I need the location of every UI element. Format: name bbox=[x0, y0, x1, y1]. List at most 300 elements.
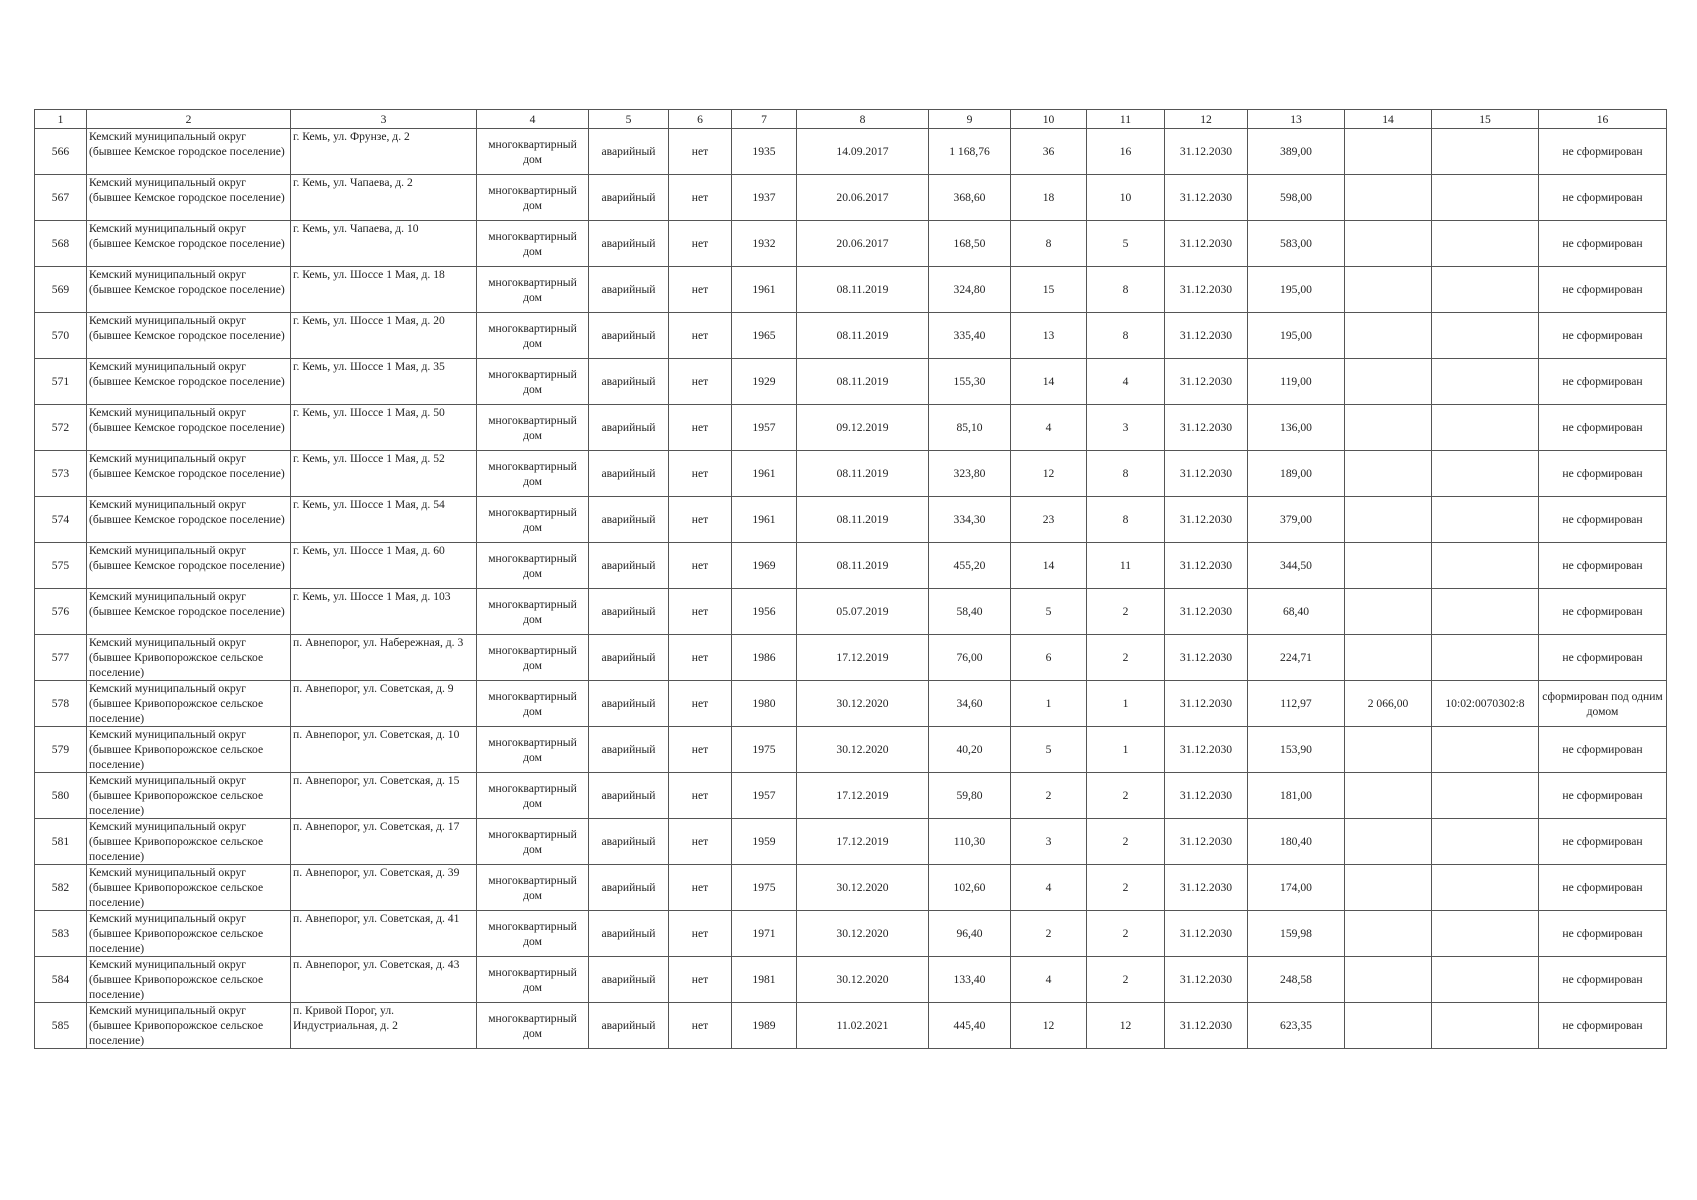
column-header-5: 5 bbox=[589, 110, 669, 129]
table-cell-col-3: п. Кривой Порог, ул. Индустриальная, д. 2 bbox=[291, 1003, 477, 1049]
table-cell-col-10: 3 bbox=[1011, 819, 1087, 865]
table-cell-col-13: 189,00 bbox=[1248, 451, 1345, 497]
table-cell-col-8: 17.12.2019 bbox=[797, 773, 929, 819]
table-cell-col-16: не сформирован bbox=[1539, 865, 1667, 911]
table-cell-col-15 bbox=[1432, 313, 1539, 359]
table-cell-col-7: 1971 bbox=[732, 911, 797, 957]
table-cell-col-9: 34,60 bbox=[929, 681, 1011, 727]
table-cell-col-14 bbox=[1345, 221, 1432, 267]
table-cell-col-2: Кемский муниципальный округ (бывшее Кемское городское поселение) bbox=[87, 497, 291, 543]
table-row bbox=[35, 681, 1667, 727]
table-cell-col-13: 159,98 bbox=[1248, 911, 1345, 957]
table-cell-col-13: 181,00 bbox=[1248, 773, 1345, 819]
table-cell-col-4: многоквартирный дом bbox=[477, 405, 589, 451]
table-cell-col-7: 1965 bbox=[732, 313, 797, 359]
table-cell-col-12: 31.12.2030 bbox=[1165, 543, 1248, 589]
table-cell-col-8: 11.02.2021 bbox=[797, 1003, 929, 1049]
table-cell-col-12: 31.12.2030 bbox=[1165, 957, 1248, 1003]
table-cell-col-7: 1980 bbox=[732, 681, 797, 727]
column-header-10: 10 bbox=[1011, 110, 1087, 129]
table-cell-col-10: 5 bbox=[1011, 589, 1087, 635]
table-cell-col-6: нет bbox=[669, 681, 732, 727]
table-cell-col-9: 155,30 bbox=[929, 359, 1011, 405]
table-cell-col-7: 1932 bbox=[732, 221, 797, 267]
table-cell-col-12: 31.12.2030 bbox=[1165, 267, 1248, 313]
table-cell-col-15 bbox=[1432, 175, 1539, 221]
table-cell-col-16: не сформирован bbox=[1539, 267, 1667, 313]
table-cell-col-3: г. Кемь, ул. Шоссе 1 Мая, д. 60 bbox=[291, 543, 477, 589]
table-cell-col-3: п. Авнепорог, ул. Советская, д. 17 bbox=[291, 819, 477, 865]
table-cell-col-16: не сформирован bbox=[1539, 911, 1667, 957]
table-cell-col-14 bbox=[1345, 865, 1432, 911]
table-cell-col-12: 31.12.2030 bbox=[1165, 635, 1248, 681]
table-cell-col-8: 30.12.2020 bbox=[797, 957, 929, 1003]
table-cell-col-5: аварийный bbox=[589, 221, 669, 267]
table-cell-col-16: не сформирован bbox=[1539, 175, 1667, 221]
table-cell-col-9: 335,40 bbox=[929, 313, 1011, 359]
table-cell-col-16: не сформирован bbox=[1539, 635, 1667, 681]
table-cell-col-10: 14 bbox=[1011, 543, 1087, 589]
table-row bbox=[35, 451, 1667, 497]
table-cell-col-1: 572 bbox=[35, 405, 87, 451]
table-cell-col-13: 119,00 bbox=[1248, 359, 1345, 405]
table-cell-col-7: 1989 bbox=[732, 1003, 797, 1049]
table-cell-col-4: многоквартирный дом bbox=[477, 727, 589, 773]
table-cell-col-12: 31.12.2030 bbox=[1165, 313, 1248, 359]
table-cell-col-14 bbox=[1345, 405, 1432, 451]
table-cell-col-15 bbox=[1432, 819, 1539, 865]
table-cell-col-14 bbox=[1345, 911, 1432, 957]
table-cell-col-16: не сформирован bbox=[1539, 1003, 1667, 1049]
table-cell-col-10: 12 bbox=[1011, 1003, 1087, 1049]
table-cell-col-16: не сформирован bbox=[1539, 221, 1667, 267]
table-row bbox=[35, 543, 1667, 589]
table-cell-col-5: аварийный bbox=[589, 589, 669, 635]
table-cell-col-1: 581 bbox=[35, 819, 87, 865]
table-cell-col-15 bbox=[1432, 589, 1539, 635]
column-header-1: 1 bbox=[35, 110, 87, 129]
table-cell-col-11: 1 bbox=[1087, 681, 1165, 727]
table-cell-col-12: 31.12.2030 bbox=[1165, 497, 1248, 543]
table-cell-col-13: 583,00 bbox=[1248, 221, 1345, 267]
table-cell-col-7: 1961 bbox=[732, 451, 797, 497]
table-cell-col-4: многоквартирный дом bbox=[477, 773, 589, 819]
table-cell-col-5: аварийный bbox=[589, 773, 669, 819]
table-cell-col-1: 566 bbox=[35, 129, 87, 175]
table-row bbox=[35, 129, 1667, 175]
table-cell-col-3: п. Авнепорог, ул. Советская, д. 43 bbox=[291, 957, 477, 1003]
table-cell-col-13: 195,00 bbox=[1248, 313, 1345, 359]
table-cell-col-5: аварийный bbox=[589, 819, 669, 865]
table-row bbox=[35, 221, 1667, 267]
table-row bbox=[35, 773, 1667, 819]
table-cell-col-5: аварийный bbox=[589, 865, 669, 911]
table-cell-col-3: п. Авнепорог, ул. Советская, д. 9 bbox=[291, 681, 477, 727]
table-cell-col-6: нет bbox=[669, 865, 732, 911]
table-cell-col-3: п. Авнепорог, ул. Советская, д. 15 bbox=[291, 773, 477, 819]
table-cell-col-2: Кемский муниципальный округ (бывшее Кемское городское поселение) bbox=[87, 359, 291, 405]
table-cell-col-4: многоквартирный дом bbox=[477, 451, 589, 497]
table-cell-col-6: нет bbox=[669, 1003, 732, 1049]
table-cell-col-15 bbox=[1432, 267, 1539, 313]
table-cell-col-1: 569 bbox=[35, 267, 87, 313]
table-cell-col-4: многоквартирный дом bbox=[477, 865, 589, 911]
table-cell-col-8: 08.11.2019 bbox=[797, 313, 929, 359]
table-cell-col-8: 08.11.2019 bbox=[797, 359, 929, 405]
table-cell-col-4: многоквартирный дом bbox=[477, 911, 589, 957]
table-cell-col-6: нет bbox=[669, 773, 732, 819]
table-cell-col-13: 389,00 bbox=[1248, 129, 1345, 175]
table-cell-col-1: 576 bbox=[35, 589, 87, 635]
table-cell-col-9: 58,40 bbox=[929, 589, 1011, 635]
column-header-13: 13 bbox=[1248, 110, 1345, 129]
table-cell-col-11: 5 bbox=[1087, 221, 1165, 267]
table-header bbox=[35, 110, 1667, 129]
table-cell-col-5: аварийный bbox=[589, 727, 669, 773]
table-cell-col-12: 31.12.2030 bbox=[1165, 911, 1248, 957]
table-cell-col-5: аварийный bbox=[589, 313, 669, 359]
table-cell-col-8: 08.11.2019 bbox=[797, 451, 929, 497]
table-cell-col-2: Кемский муниципальный округ (бывшее Кривопорожское сельское поселение) bbox=[87, 727, 291, 773]
table-cell-col-2: Кемский муниципальный округ (бывшее Кемское городское поселение) bbox=[87, 451, 291, 497]
table-cell-col-4: многоквартирный дом bbox=[477, 221, 589, 267]
table-cell-col-16: сформирован под одним домом bbox=[1539, 681, 1667, 727]
table-cell-col-14 bbox=[1345, 175, 1432, 221]
table-cell-col-7: 1957 bbox=[732, 405, 797, 451]
table-cell-col-3: п. Авнепорог, ул. Советская, д. 10 bbox=[291, 727, 477, 773]
table-row bbox=[35, 405, 1667, 451]
table-cell-col-2: Кемский муниципальный округ (бывшее Кемское городское поселение) bbox=[87, 129, 291, 175]
table-cell-col-4: многоквартирный дом bbox=[477, 359, 589, 405]
table-cell-col-3: г. Кемь, ул. Шоссе 1 Мая, д. 35 bbox=[291, 359, 477, 405]
table-cell-col-9: 445,40 bbox=[929, 1003, 1011, 1049]
table-cell-col-10: 5 bbox=[1011, 727, 1087, 773]
table-cell-col-3: г. Кемь, ул. Чапаева, д. 2 bbox=[291, 175, 477, 221]
table-cell-col-15 bbox=[1432, 405, 1539, 451]
table-cell-col-9: 455,20 bbox=[929, 543, 1011, 589]
table-cell-col-4: многоквартирный дом bbox=[477, 635, 589, 681]
column-header-8: 8 bbox=[797, 110, 929, 129]
table-cell-col-6: нет bbox=[669, 911, 732, 957]
table-cell-col-5: аварийный bbox=[589, 129, 669, 175]
table-cell-col-4: многоквартирный дом bbox=[477, 543, 589, 589]
table-row bbox=[35, 267, 1667, 313]
table-cell-col-2: Кемский муниципальный округ (бывшее Кривопорожское сельское поселение) bbox=[87, 819, 291, 865]
table-cell-col-11: 2 bbox=[1087, 635, 1165, 681]
table-cell-col-14 bbox=[1345, 635, 1432, 681]
table-cell-col-8: 30.12.2020 bbox=[797, 911, 929, 957]
column-header-7: 7 bbox=[732, 110, 797, 129]
table-cell-col-15: 10:02:0070302:8 bbox=[1432, 681, 1539, 727]
table-cell-col-7: 1975 bbox=[732, 865, 797, 911]
table-cell-col-5: аварийный bbox=[589, 543, 669, 589]
table-cell-col-3: г. Кемь, ул. Шоссе 1 Мая, д. 103 bbox=[291, 589, 477, 635]
table-cell-col-14 bbox=[1345, 819, 1432, 865]
table-cell-col-14 bbox=[1345, 773, 1432, 819]
column-number-row bbox=[35, 110, 1667, 129]
table-cell-col-16: не сформирован bbox=[1539, 773, 1667, 819]
table-cell-col-1: 574 bbox=[35, 497, 87, 543]
table-cell-col-1: 584 bbox=[35, 957, 87, 1003]
table-row bbox=[35, 175, 1667, 221]
table-cell-col-11: 16 bbox=[1087, 129, 1165, 175]
table-cell-col-9: 76,00 bbox=[929, 635, 1011, 681]
table-cell-col-13: 224,71 bbox=[1248, 635, 1345, 681]
table-cell-col-11: 2 bbox=[1087, 865, 1165, 911]
table-cell-col-9: 334,30 bbox=[929, 497, 1011, 543]
table-cell-col-11: 2 bbox=[1087, 819, 1165, 865]
table-cell-col-10: 4 bbox=[1011, 405, 1087, 451]
table-cell-col-2: Кемский муниципальный округ (бывшее Кривопорожское сельское поселение) bbox=[87, 635, 291, 681]
table-cell-col-3: г. Кемь, ул. Шоссе 1 Мая, д. 54 bbox=[291, 497, 477, 543]
table-cell-col-16: не сформирован bbox=[1539, 819, 1667, 865]
table-cell-col-14 bbox=[1345, 451, 1432, 497]
table-cell-col-12: 31.12.2030 bbox=[1165, 1003, 1248, 1049]
table-cell-col-14 bbox=[1345, 543, 1432, 589]
table-row bbox=[35, 497, 1667, 543]
table-cell-col-11: 2 bbox=[1087, 773, 1165, 819]
table-cell-col-6: нет bbox=[669, 727, 732, 773]
table-cell-col-11: 3 bbox=[1087, 405, 1165, 451]
table-cell-col-9: 110,30 bbox=[929, 819, 1011, 865]
table-row bbox=[35, 1003, 1667, 1049]
table-cell-col-13: 112,97 bbox=[1248, 681, 1345, 727]
table-cell-col-11: 8 bbox=[1087, 497, 1165, 543]
table-cell-col-12: 31.12.2030 bbox=[1165, 819, 1248, 865]
table-row bbox=[35, 313, 1667, 359]
table-cell-col-15 bbox=[1432, 865, 1539, 911]
column-header-12: 12 bbox=[1165, 110, 1248, 129]
table-cell-col-7: 1956 bbox=[732, 589, 797, 635]
table-cell-col-6: нет bbox=[669, 313, 732, 359]
table-cell-col-1: 567 bbox=[35, 175, 87, 221]
table-cell-col-13: 248,58 bbox=[1248, 957, 1345, 1003]
table-cell-col-8: 08.11.2019 bbox=[797, 497, 929, 543]
table-cell-col-6: нет bbox=[669, 451, 732, 497]
table-cell-col-13: 344,50 bbox=[1248, 543, 1345, 589]
table-cell-col-15 bbox=[1432, 635, 1539, 681]
table-cell-col-15 bbox=[1432, 359, 1539, 405]
housing-table bbox=[34, 109, 1667, 1049]
table-cell-col-10: 18 bbox=[1011, 175, 1087, 221]
table-cell-col-15 bbox=[1432, 727, 1539, 773]
table-cell-col-7: 1969 bbox=[732, 543, 797, 589]
table-cell-col-2: Кемский муниципальный округ (бывшее Кемское городское поселение) bbox=[87, 543, 291, 589]
table-cell-col-2: Кемский муниципальный округ (бывшее Кривопорожское сельское поселение) bbox=[87, 957, 291, 1003]
table-cell-col-6: нет bbox=[669, 635, 732, 681]
table-cell-col-3: г. Кемь, ул. Шоссе 1 Мая, д. 50 bbox=[291, 405, 477, 451]
table-cell-col-15 bbox=[1432, 129, 1539, 175]
table-cell-col-8: 30.12.2020 bbox=[797, 727, 929, 773]
table-cell-col-16: не сформирован bbox=[1539, 957, 1667, 1003]
column-header-15: 15 bbox=[1432, 110, 1539, 129]
table-cell-col-8: 17.12.2019 bbox=[797, 819, 929, 865]
table-cell-col-1: 585 bbox=[35, 1003, 87, 1049]
table-cell-col-14 bbox=[1345, 313, 1432, 359]
table-cell-col-8: 08.11.2019 bbox=[797, 543, 929, 589]
table-cell-col-16: не сформирован bbox=[1539, 359, 1667, 405]
table-cell-col-9: 96,40 bbox=[929, 911, 1011, 957]
table-cell-col-1: 573 bbox=[35, 451, 87, 497]
table-cell-col-1: 578 bbox=[35, 681, 87, 727]
table-cell-col-15 bbox=[1432, 497, 1539, 543]
column-header-16: 16 bbox=[1539, 110, 1667, 129]
column-header-14: 14 bbox=[1345, 110, 1432, 129]
table-cell-col-5: аварийный bbox=[589, 1003, 669, 1049]
table-cell-col-4: многоквартирный дом bbox=[477, 681, 589, 727]
table-cell-col-9: 102,60 bbox=[929, 865, 1011, 911]
table-cell-col-16: не сформирован bbox=[1539, 129, 1667, 175]
table-cell-col-6: нет bbox=[669, 267, 732, 313]
table-cell-col-11: 2 bbox=[1087, 957, 1165, 1003]
table-cell-col-9: 168,50 bbox=[929, 221, 1011, 267]
table-cell-col-1: 577 bbox=[35, 635, 87, 681]
table-cell-col-14 bbox=[1345, 1003, 1432, 1049]
table-cell-col-16: не сформирован bbox=[1539, 451, 1667, 497]
column-header-9: 9 bbox=[929, 110, 1011, 129]
table-cell-col-10: 12 bbox=[1011, 451, 1087, 497]
table-cell-col-2: Кемский муниципальный округ (бывшее Кемское городское поселение) bbox=[87, 175, 291, 221]
table-cell-col-12: 31.12.2030 bbox=[1165, 773, 1248, 819]
table-cell-col-4: многоквартирный дом bbox=[477, 313, 589, 359]
table-cell-col-15 bbox=[1432, 543, 1539, 589]
table-cell-col-5: аварийный bbox=[589, 911, 669, 957]
table-cell-col-12: 31.12.2030 bbox=[1165, 221, 1248, 267]
table-cell-col-8: 09.12.2019 bbox=[797, 405, 929, 451]
table-cell-col-8: 30.12.2020 bbox=[797, 681, 929, 727]
table-cell-col-5: аварийный bbox=[589, 497, 669, 543]
table-cell-col-16: не сформирован bbox=[1539, 313, 1667, 359]
table-cell-col-4: многоквартирный дом bbox=[477, 957, 589, 1003]
table-cell-col-10: 8 bbox=[1011, 221, 1087, 267]
table-cell-col-10: 4 bbox=[1011, 957, 1087, 1003]
table-cell-col-10: 13 bbox=[1011, 313, 1087, 359]
table-cell-col-2: Кемский муниципальный округ (бывшее Кривопорожское сельское поселение) bbox=[87, 773, 291, 819]
table-cell-col-10: 2 bbox=[1011, 911, 1087, 957]
table-cell-col-3: п. Авнепорог, ул. Набережная, д. 3 bbox=[291, 635, 477, 681]
table-cell-col-15 bbox=[1432, 773, 1539, 819]
table-row bbox=[35, 865, 1667, 911]
table-cell-col-15 bbox=[1432, 957, 1539, 1003]
table-cell-col-2: Кемский муниципальный округ (бывшее Кемское городское поселение) bbox=[87, 313, 291, 359]
table-cell-col-2: Кемский муниципальный округ (бывшее Кемское городское поселение) bbox=[87, 405, 291, 451]
document-page bbox=[34, 109, 1666, 1049]
table-cell-col-14 bbox=[1345, 267, 1432, 313]
table-cell-col-4: многоквартирный дом bbox=[477, 819, 589, 865]
table-cell-col-7: 1961 bbox=[732, 497, 797, 543]
table-cell-col-1: 568 bbox=[35, 221, 87, 267]
table-cell-col-8: 08.11.2019 bbox=[797, 267, 929, 313]
table-cell-col-8: 05.07.2019 bbox=[797, 589, 929, 635]
table-row bbox=[35, 727, 1667, 773]
table-cell-col-1: 575 bbox=[35, 543, 87, 589]
table-cell-col-9: 368,60 bbox=[929, 175, 1011, 221]
table-cell-col-16: не сформирован bbox=[1539, 727, 1667, 773]
table-cell-col-7: 1935 bbox=[732, 129, 797, 175]
table-cell-col-2: Кемский муниципальный округ (бывшее Кемское городское поселение) bbox=[87, 221, 291, 267]
table-row bbox=[35, 819, 1667, 865]
table-cell-col-7: 1959 bbox=[732, 819, 797, 865]
table-cell-col-14 bbox=[1345, 497, 1432, 543]
table-cell-col-15 bbox=[1432, 221, 1539, 267]
table-cell-col-11: 11 bbox=[1087, 543, 1165, 589]
table-cell-col-5: аварийный bbox=[589, 957, 669, 1003]
table-cell-col-13: 153,90 bbox=[1248, 727, 1345, 773]
table-cell-col-7: 1981 bbox=[732, 957, 797, 1003]
table-cell-col-16: не сформирован bbox=[1539, 405, 1667, 451]
table-cell-col-8: 20.06.2017 bbox=[797, 221, 929, 267]
table-cell-col-5: аварийный bbox=[589, 359, 669, 405]
table-row bbox=[35, 911, 1667, 957]
table-cell-col-10: 4 bbox=[1011, 865, 1087, 911]
table-cell-col-3: г. Кемь, ул. Чапаева, д. 10 bbox=[291, 221, 477, 267]
table-cell-col-2: Кемский муниципальный округ (бывшее Кривопорожское сельское поселение) bbox=[87, 681, 291, 727]
table-cell-col-2: Кемский муниципальный округ (бывшее Кривопорожское сельское поселение) bbox=[87, 1003, 291, 1049]
table-cell-col-5: аварийный bbox=[589, 175, 669, 221]
table-cell-col-5: аварийный bbox=[589, 681, 669, 727]
table-cell-col-14 bbox=[1345, 589, 1432, 635]
table-cell-col-11: 2 bbox=[1087, 589, 1165, 635]
table-cell-col-10: 36 bbox=[1011, 129, 1087, 175]
table-cell-col-4: многоквартирный дом bbox=[477, 497, 589, 543]
table-cell-col-13: 623,35 bbox=[1248, 1003, 1345, 1049]
table-cell-col-12: 31.12.2030 bbox=[1165, 129, 1248, 175]
table-cell-col-14: 2 066,00 bbox=[1345, 681, 1432, 727]
table-cell-col-3: г. Кемь, ул. Фрунзе, д. 2 bbox=[291, 129, 477, 175]
table-cell-col-14 bbox=[1345, 727, 1432, 773]
table-cell-col-1: 582 bbox=[35, 865, 87, 911]
table-cell-col-10: 15 bbox=[1011, 267, 1087, 313]
table-cell-col-16: не сформирован bbox=[1539, 497, 1667, 543]
table-cell-col-5: аварийный bbox=[589, 635, 669, 681]
table-cell-col-11: 8 bbox=[1087, 313, 1165, 359]
column-header-2: 2 bbox=[87, 110, 291, 129]
table-cell-col-12: 31.12.2030 bbox=[1165, 681, 1248, 727]
table-cell-col-11: 1 bbox=[1087, 727, 1165, 773]
table-body bbox=[35, 129, 1667, 1049]
table-cell-col-10: 2 bbox=[1011, 773, 1087, 819]
table-cell-col-4: многоквартирный дом bbox=[477, 129, 589, 175]
table-cell-col-12: 31.12.2030 bbox=[1165, 175, 1248, 221]
table-row bbox=[35, 957, 1667, 1003]
table-cell-col-12: 31.12.2030 bbox=[1165, 451, 1248, 497]
table-cell-col-9: 59,80 bbox=[929, 773, 1011, 819]
table-cell-col-1: 580 bbox=[35, 773, 87, 819]
table-cell-col-4: многоквартирный дом bbox=[477, 1003, 589, 1049]
table-cell-col-9: 40,20 bbox=[929, 727, 1011, 773]
table-cell-col-10: 23 bbox=[1011, 497, 1087, 543]
table-cell-col-1: 570 bbox=[35, 313, 87, 359]
table-cell-col-11: 10 bbox=[1087, 175, 1165, 221]
table-cell-col-9: 85,10 bbox=[929, 405, 1011, 451]
column-header-6: 6 bbox=[669, 110, 732, 129]
table-row bbox=[35, 635, 1667, 681]
column-header-4: 4 bbox=[477, 110, 589, 129]
table-cell-col-5: аварийный bbox=[589, 405, 669, 451]
table-cell-col-6: нет bbox=[669, 221, 732, 267]
table-cell-col-1: 571 bbox=[35, 359, 87, 405]
table-row bbox=[35, 359, 1667, 405]
table-cell-col-11: 12 bbox=[1087, 1003, 1165, 1049]
table-cell-col-3: п. Авнепорог, ул. Советская, д. 39 bbox=[291, 865, 477, 911]
table-cell-col-3: п. Авнепорог, ул. Советская, д. 41 bbox=[291, 911, 477, 957]
table-cell-col-6: нет bbox=[669, 543, 732, 589]
table-cell-col-3: г. Кемь, ул. Шоссе 1 Мая, д. 20 bbox=[291, 313, 477, 359]
table-cell-col-2: Кемский муниципальный округ (бывшее Кемское городское поселение) bbox=[87, 267, 291, 313]
table-cell-col-2: Кемский муниципальный округ (бывшее Кривопорожское сельское поселение) bbox=[87, 865, 291, 911]
table-row bbox=[35, 589, 1667, 635]
table-cell-col-4: многоквартирный дом bbox=[477, 175, 589, 221]
